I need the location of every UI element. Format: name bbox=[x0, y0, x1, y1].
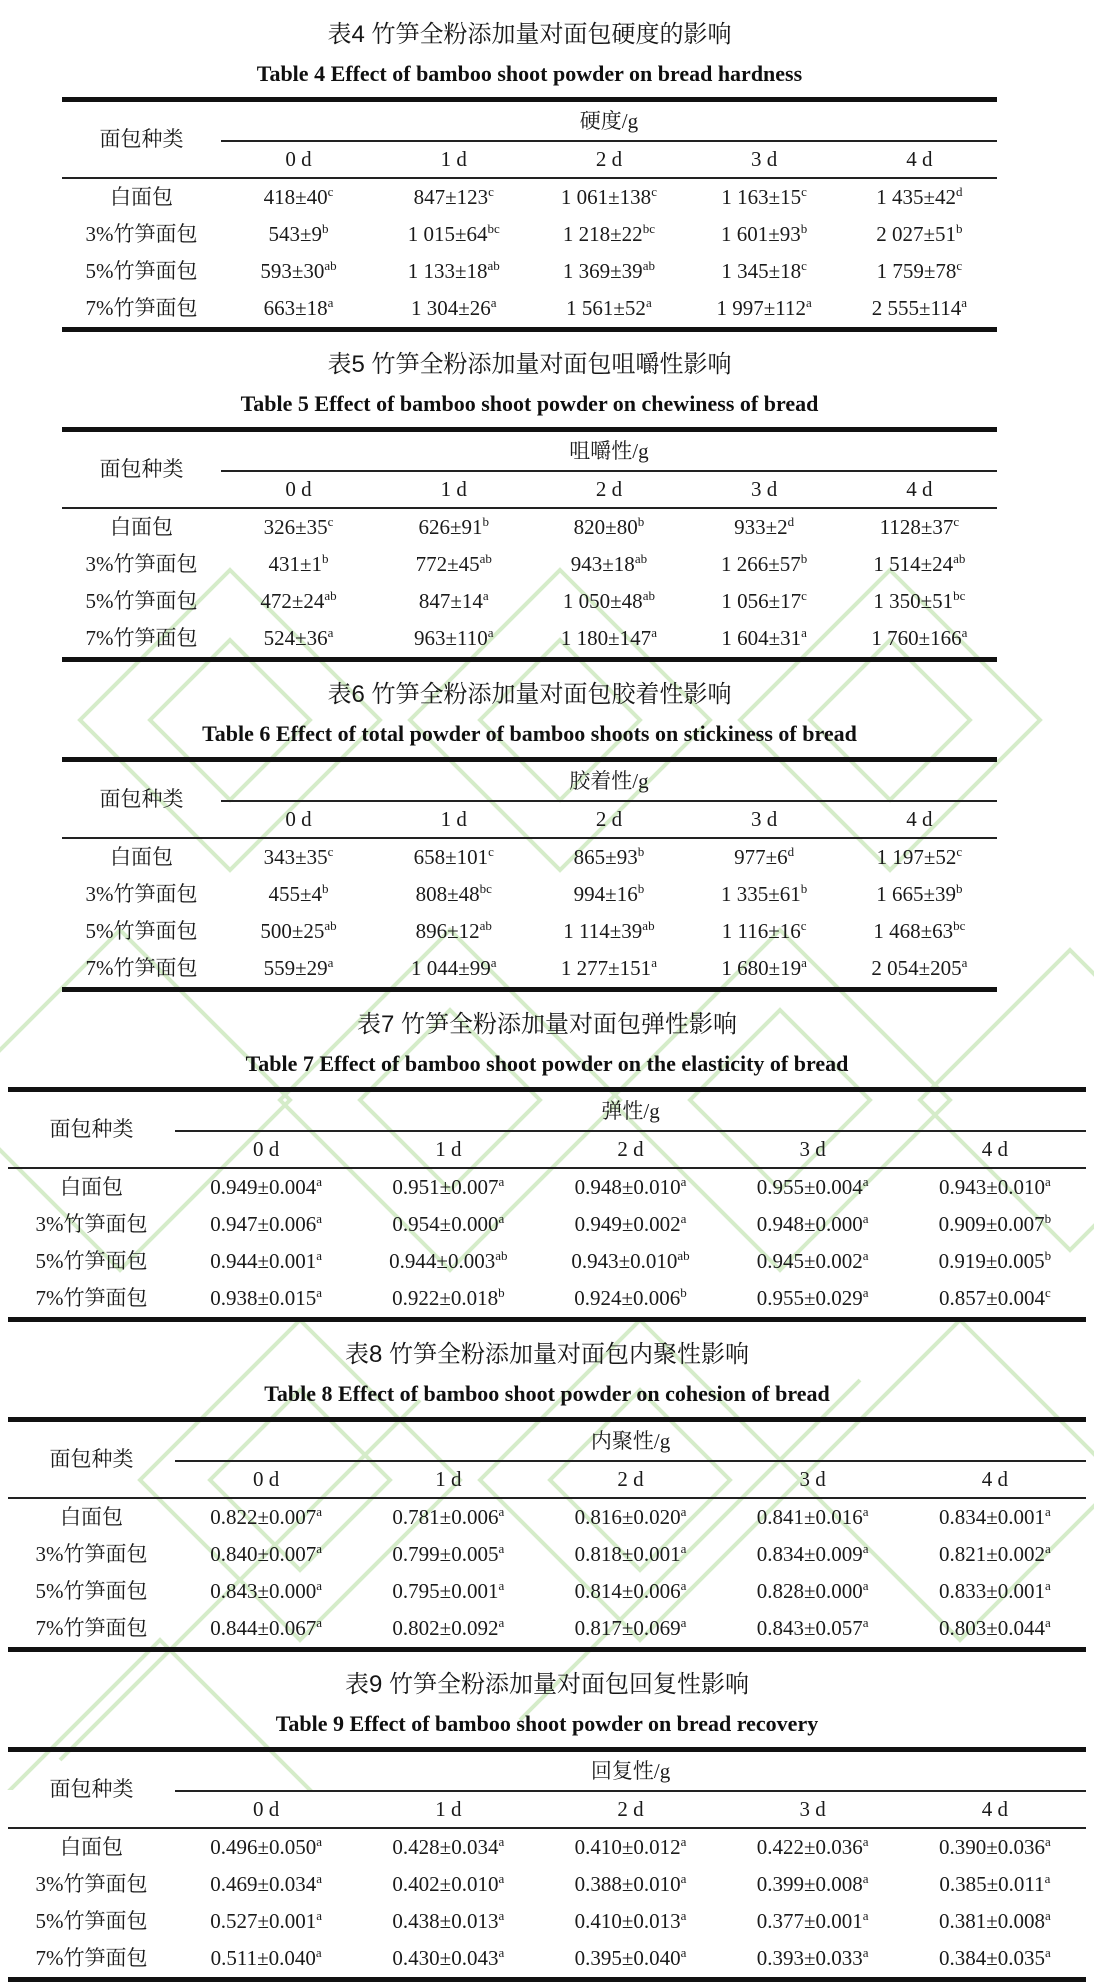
value-cell: $455\pm 4^b$ bbox=[268, 881, 329, 907]
value-cell: 0.781±0.006$^a$ bbox=[392, 1504, 505, 1530]
value-cell: $1128\pm 37^c$ bbox=[879, 514, 960, 540]
header-row-measure bbox=[62, 100, 997, 142]
bread-type-label: 7%竹笋面包 bbox=[35, 1946, 148, 1971]
value-cell: $820\pm 80^b$ bbox=[573, 514, 645, 540]
table-body bbox=[8, 1828, 1086, 1980]
value-cell: 0.857±0.004$^c$ bbox=[938, 1285, 1051, 1311]
table-row bbox=[8, 1866, 1086, 1903]
day-header: 1 d bbox=[376, 801, 531, 838]
table-section-6 bbox=[62, 674, 997, 992]
data-table bbox=[62, 97, 997, 332]
day-header: 0 d bbox=[221, 471, 376, 508]
day-header: 1 d bbox=[376, 141, 531, 178]
value-cell: 0.947±0.006$^a$ bbox=[210, 1211, 323, 1237]
value-cell: 1 $133\pm 18^{ab}$ bbox=[407, 258, 500, 284]
value-cell: 0.802±0.092$^a$ bbox=[392, 1615, 505, 1641]
value-cell: 0.469±0.034$^a$ bbox=[210, 1871, 323, 1897]
day-header: 3 d bbox=[722, 1461, 904, 1498]
value-cell: 0.955±0.029$^a$ bbox=[756, 1285, 869, 1311]
table-row bbox=[62, 583, 997, 620]
value-cell: $559\pm 29^a$ bbox=[263, 955, 334, 981]
bread-type-header: 面包种类 bbox=[62, 760, 221, 839]
value-cell: 1 $061\pm 138^c$ bbox=[560, 184, 657, 210]
table-row bbox=[8, 1610, 1086, 1650]
value-cell: 0.430±0.043$^a$ bbox=[392, 1945, 505, 1971]
bread-type-header: 面包种类 bbox=[8, 1420, 175, 1499]
bread-type-label: 5%竹笋面包 bbox=[35, 1579, 148, 1604]
value-cell: $847\pm 123^c$ bbox=[413, 184, 494, 210]
table-header bbox=[8, 1420, 1086, 1499]
value-cell: 2 $054\pm 205^a$ bbox=[871, 955, 968, 981]
value-cell: 2 $027\pm 51^b$ bbox=[876, 221, 963, 247]
bread-type-header: 面包种类 bbox=[62, 100, 221, 179]
bread-type-label: 白面包 bbox=[109, 845, 173, 870]
value-cell: 0.410±0.013$^a$ bbox=[574, 1908, 687, 1934]
value-cell: 1 $345\pm 18^c$ bbox=[721, 258, 807, 284]
day-header: 1 d bbox=[357, 1461, 539, 1498]
bread-type-header: 面包种类 bbox=[8, 1090, 175, 1169]
value-cell: 0.799±0.005$^a$ bbox=[392, 1541, 505, 1567]
data-table bbox=[8, 1417, 1086, 1652]
value-cell: $994\pm 16^b$ bbox=[573, 881, 645, 907]
value-cell: 0.496±0.050$^a$ bbox=[210, 1834, 323, 1860]
day-header: 3 d bbox=[722, 1791, 904, 1828]
value-cell: 1 $601\pm 93^b$ bbox=[721, 221, 808, 247]
value-cell: 0.954±0.000$^a$ bbox=[392, 1211, 505, 1237]
value-cell: 0.818±0.001$^a$ bbox=[574, 1541, 687, 1567]
value-cell: $772\pm 45^{ab}$ bbox=[415, 551, 492, 577]
bread-type-label: 5%竹笋面包 bbox=[35, 1249, 148, 1274]
day-header: 2 d bbox=[531, 801, 686, 838]
bread-type-label: 白面包 bbox=[60, 1175, 124, 1200]
value-cell: 0.834±0.001$^a$ bbox=[938, 1504, 1051, 1530]
day-header: 0 d bbox=[221, 141, 376, 178]
value-cell: 0.803±0.044$^a$ bbox=[938, 1615, 1051, 1641]
value-cell: 0.821±0.002$^a$ bbox=[938, 1541, 1051, 1567]
bread-type-label: 7%竹笋面包 bbox=[35, 1616, 148, 1641]
value-cell: 0.948±0.000$^a$ bbox=[756, 1211, 869, 1237]
value-cell: 1 $116\pm 16^c$ bbox=[721, 918, 807, 944]
day-header: 1 d bbox=[376, 471, 531, 508]
value-cell: 0.943±0.010$^{ab}$ bbox=[571, 1248, 690, 1274]
table-row bbox=[62, 620, 997, 660]
value-cell: $963\pm 110^a$ bbox=[413, 625, 494, 651]
value-cell: 0.944±0.003$^{ab}$ bbox=[389, 1248, 508, 1274]
day-header: 2 d bbox=[539, 1131, 721, 1168]
table-section-5 bbox=[62, 344, 997, 662]
value-cell: 1 $114\pm 39^{ab}$ bbox=[563, 918, 655, 944]
measure-header: 内聚性/g bbox=[175, 1420, 1086, 1462]
bread-type-label: 白面包 bbox=[109, 515, 173, 540]
value-cell: 1 $304\pm 26^a$ bbox=[410, 295, 497, 321]
table-title-cn: 表7 竹笋全粉添加量对面包弹性影响 bbox=[356, 1011, 737, 1038]
value-cell: 0.949±0.002$^a$ bbox=[574, 1211, 687, 1237]
value-cell: 1 $468\pm 63^{bc}$ bbox=[873, 918, 966, 944]
value-cell: 0.390±0.036$^a$ bbox=[938, 1834, 1051, 1860]
value-cell: 1 $604\pm 31^a$ bbox=[721, 625, 807, 651]
table-header bbox=[8, 1750, 1086, 1829]
day-header: 4 d bbox=[842, 801, 997, 838]
table-header bbox=[62, 430, 997, 509]
value-cell: $524\pm 36^a$ bbox=[263, 625, 334, 651]
table-body bbox=[8, 1498, 1086, 1650]
value-cell: 0.840±0.007$^a$ bbox=[210, 1541, 323, 1567]
day-header: 4 d bbox=[904, 1131, 1086, 1168]
value-cell: $658\pm 101^c$ bbox=[413, 844, 494, 870]
value-cell: 1 $163\pm 15^c$ bbox=[721, 184, 807, 210]
value-cell: 0.951±0.007$^a$ bbox=[392, 1174, 505, 1200]
value-cell: $865\pm 93^b$ bbox=[573, 844, 645, 870]
header-row-measure bbox=[62, 760, 997, 802]
data-table bbox=[62, 757, 997, 992]
value-cell: 0.814±0.006$^a$ bbox=[574, 1578, 687, 1604]
value-cell: 0.817±0.069$^a$ bbox=[574, 1615, 687, 1641]
day-header: 4 d bbox=[904, 1461, 1086, 1498]
value-cell: 1 $369\pm 39^{ab}$ bbox=[562, 258, 655, 284]
value-cell: 0.395±0.040$^a$ bbox=[574, 1945, 687, 1971]
table-header bbox=[8, 1090, 1086, 1169]
value-cell: 0.833±0.001$^a$ bbox=[938, 1578, 1051, 1604]
bread-type-label: 3%竹笋面包 bbox=[85, 552, 198, 577]
value-cell: 0.844±0.067$^a$ bbox=[210, 1615, 323, 1641]
value-cell: 0.841±0.016$^a$ bbox=[756, 1504, 869, 1530]
table-row bbox=[8, 1498, 1086, 1536]
value-cell: 0.527±0.001$^a$ bbox=[210, 1908, 323, 1934]
value-cell: 0.399±0.008$^a$ bbox=[756, 1871, 869, 1897]
bread-type-label: 白面包 bbox=[60, 1835, 124, 1860]
value-cell: 0.909±0.007$^b$ bbox=[938, 1211, 1052, 1237]
table-row bbox=[8, 1573, 1086, 1610]
table-row bbox=[62, 216, 997, 253]
table-title-en: Table 5 Effect of bamboo shoot powder on chewiness of bread bbox=[240, 391, 819, 416]
value-cell: $326\pm 35^c$ bbox=[263, 514, 334, 540]
bread-type-label: 5%竹笋面包 bbox=[85, 589, 198, 614]
value-cell: 0.828±0.000$^a$ bbox=[756, 1578, 869, 1604]
day-header: 0 d bbox=[175, 1461, 357, 1498]
value-cell: $896\pm 12^{ab}$ bbox=[415, 918, 492, 944]
value-cell: 1 $759\pm 78^c$ bbox=[876, 258, 963, 284]
table-section-9 bbox=[8, 1664, 1086, 1982]
data-table bbox=[8, 1087, 1086, 1322]
table-title-en: Table 7 Effect of bamboo shoot powder on the elasticity of bread bbox=[245, 1051, 849, 1076]
table-title-cn: 表6 竹笋全粉添加量对面包胶着性影响 bbox=[327, 681, 732, 708]
table-row bbox=[62, 253, 997, 290]
value-cell: 1 $335\pm 61^b$ bbox=[721, 881, 808, 907]
bread-type-label: 5%竹笋面包 bbox=[85, 259, 198, 284]
table-row bbox=[8, 1903, 1086, 1940]
table-row bbox=[62, 508, 997, 546]
measure-header: 咀嚼性/g bbox=[221, 430, 997, 472]
value-cell: 0.388±0.010$^a$ bbox=[574, 1871, 687, 1897]
bread-type-label: 3%竹笋面包 bbox=[35, 1872, 148, 1897]
value-cell: 1 $680\pm 19^a$ bbox=[721, 955, 807, 981]
value-cell: 1 $218\pm 22^{bc}$ bbox=[562, 221, 655, 247]
table-title-cn: 表5 竹笋全粉添加量对面包咀嚼性影响 bbox=[327, 351, 732, 378]
day-header: 3 d bbox=[687, 141, 842, 178]
bread-type-label: 5%竹笋面包 bbox=[85, 919, 198, 944]
day-header: 2 d bbox=[539, 1791, 721, 1828]
value-cell: 1 $044\pm 99^a$ bbox=[410, 955, 497, 981]
value-cell: 0.402±0.010$^a$ bbox=[392, 1871, 505, 1897]
value-cell: 1 $277\pm 151^a$ bbox=[560, 955, 657, 981]
value-cell: 2 $555\pm 114^a$ bbox=[871, 295, 968, 321]
table-row bbox=[8, 1206, 1086, 1243]
value-cell: 1 $435\pm 42^d$ bbox=[876, 184, 963, 210]
value-cell: $593\pm 30^{ab}$ bbox=[260, 258, 337, 284]
table-row bbox=[62, 178, 997, 216]
value-cell: 0.924±0.006$^b$ bbox=[574, 1285, 687, 1311]
value-cell: 0.919±0.005$^b$ bbox=[938, 1248, 1052, 1274]
table-header bbox=[62, 100, 997, 179]
day-header: 1 d bbox=[357, 1791, 539, 1828]
table-row bbox=[62, 913, 997, 950]
table-row bbox=[8, 1168, 1086, 1206]
value-cell: 1 $997\pm 112^a$ bbox=[716, 295, 812, 321]
day-header: 4 d bbox=[842, 471, 997, 508]
day-header: 2 d bbox=[531, 141, 686, 178]
value-cell: 0.438±0.013$^a$ bbox=[392, 1908, 505, 1934]
value-cell: $626\pm 91^b$ bbox=[418, 514, 489, 540]
value-cell: 0.385±0.011$^a$ bbox=[939, 1871, 1051, 1897]
value-cell: $500\pm 25^{ab}$ bbox=[260, 918, 337, 944]
bread-type-label: 3%竹笋面包 bbox=[35, 1212, 148, 1237]
value-cell: 0.945±0.002$^a$ bbox=[756, 1248, 869, 1274]
value-cell: 1 $760\pm 166^a$ bbox=[871, 625, 968, 651]
bread-type-label: 7%竹笋面包 bbox=[35, 1286, 148, 1311]
bread-type-label: 7%竹笋面包 bbox=[85, 956, 198, 981]
measure-header: 回复性/g bbox=[175, 1750, 1086, 1792]
bread-type-label: 5%竹笋面包 bbox=[35, 1909, 148, 1934]
header-row-measure bbox=[8, 1420, 1086, 1462]
bread-type-label: 3%竹笋面包 bbox=[85, 882, 198, 907]
value-cell: $808\pm 48^{bc}$ bbox=[415, 881, 492, 907]
value-cell: $418\pm 40^c$ bbox=[263, 184, 334, 210]
bread-type-header: 面包种类 bbox=[62, 430, 221, 509]
table-body bbox=[62, 838, 997, 990]
bread-type-label: 7%竹笋面包 bbox=[85, 296, 198, 321]
value-cell: $543\pm 9^b$ bbox=[268, 221, 329, 247]
bread-type-label: 3%竹笋面包 bbox=[35, 1542, 148, 1567]
value-cell: 0.955±0.004$^a$ bbox=[756, 1174, 869, 1200]
day-header: 2 d bbox=[531, 471, 686, 508]
table-title-cn: 表8 竹笋全粉添加量对面包内聚性影响 bbox=[344, 1341, 749, 1368]
table-body bbox=[62, 178, 997, 330]
day-header: 4 d bbox=[842, 141, 997, 178]
value-cell: $663\pm 18^a$ bbox=[263, 295, 334, 321]
table-header bbox=[62, 760, 997, 839]
table-section-7 bbox=[8, 1004, 1086, 1322]
day-header: 0 d bbox=[175, 1131, 357, 1168]
value-cell: 1 $180\pm 147^a$ bbox=[560, 625, 657, 651]
table-row bbox=[8, 1536, 1086, 1573]
table-title-en: Table 4 Effect of bamboo shoot powder on bread hardness bbox=[256, 61, 803, 86]
value-cell: $431\pm 1^b$ bbox=[268, 551, 329, 577]
day-header: 2 d bbox=[539, 1461, 721, 1498]
day-header: 3 d bbox=[722, 1131, 904, 1168]
table-title-en: Table 9 Effect of bamboo shoot powder on bread recovery bbox=[275, 1711, 819, 1736]
table-body bbox=[8, 1168, 1086, 1320]
value-cell: 0.795±0.001$^a$ bbox=[392, 1578, 505, 1604]
value-cell: 0.938±0.015$^a$ bbox=[210, 1285, 323, 1311]
table-row bbox=[8, 1243, 1086, 1280]
value-cell: 0.943±0.010$^a$ bbox=[938, 1174, 1051, 1200]
table-row bbox=[62, 546, 997, 583]
value-cell: 0.422±0.036$^a$ bbox=[756, 1834, 869, 1860]
value-cell: 0.511±0.040$^a$ bbox=[210, 1945, 322, 1971]
bread-type-header: 面包种类 bbox=[8, 1750, 175, 1829]
value-cell: 0.384±0.035$^a$ bbox=[938, 1945, 1051, 1971]
data-table bbox=[62, 427, 997, 662]
bread-type-label: 白面包 bbox=[109, 185, 173, 210]
value-cell: 0.922±0.018$^b$ bbox=[392, 1285, 505, 1311]
value-cell: 0.393±0.033$^a$ bbox=[756, 1945, 869, 1971]
measure-header: 胶着性/g bbox=[221, 760, 997, 802]
value-cell: 1 $665\pm 39^b$ bbox=[876, 881, 963, 907]
table-row bbox=[62, 290, 997, 330]
value-cell: $847\pm 14^a$ bbox=[418, 588, 489, 614]
value-cell: $977\pm 6^d$ bbox=[734, 844, 795, 870]
table-title-cn: 表9 竹笋全粉添加量对面包回复性影响 bbox=[344, 1671, 749, 1698]
day-header: 3 d bbox=[687, 471, 842, 508]
table-row bbox=[8, 1828, 1086, 1866]
day-header: 0 d bbox=[175, 1791, 357, 1828]
value-cell: 0.822±0.007$^a$ bbox=[210, 1504, 323, 1530]
value-cell: $943\pm 18^{ab}$ bbox=[570, 551, 648, 577]
table-title-cn: 表4 竹笋全粉添加量对面包硬度的影响 bbox=[327, 21, 732, 48]
value-cell: 0.410±0.012$^a$ bbox=[574, 1834, 687, 1860]
bread-type-label: 3%竹笋面包 bbox=[85, 222, 198, 247]
table-section-4 bbox=[62, 14, 997, 332]
value-cell: 1 $514\pm 24^{ab}$ bbox=[873, 551, 966, 577]
value-cell: 0.834±0.009$^a$ bbox=[756, 1541, 869, 1567]
table-row bbox=[62, 950, 997, 990]
value-cell: 1 $350\pm 51^{bc}$ bbox=[873, 588, 966, 614]
value-cell: 0.944±0.001$^a$ bbox=[210, 1248, 323, 1274]
bread-type-label: 7%竹笋面包 bbox=[85, 626, 198, 651]
header-row-measure bbox=[8, 1090, 1086, 1132]
value-cell: 1 $266\pm 57^b$ bbox=[721, 551, 808, 577]
value-cell: 1 $015\pm 64^{bc}$ bbox=[407, 221, 500, 247]
table-row bbox=[62, 838, 997, 876]
table-row bbox=[8, 1940, 1086, 1980]
table-body bbox=[62, 508, 997, 660]
value-cell: 1 $056\pm 17^c$ bbox=[721, 588, 807, 614]
day-header: 1 d bbox=[357, 1131, 539, 1168]
value-cell: $933\pm 2^d$ bbox=[734, 514, 795, 540]
value-cell: 1 $197\pm 52^c$ bbox=[876, 844, 963, 870]
value-cell: 0.816±0.020$^a$ bbox=[574, 1504, 687, 1530]
value-cell: 0.843±0.000$^a$ bbox=[210, 1578, 323, 1604]
day-header: 3 d bbox=[687, 801, 842, 838]
value-cell: 1 $561\pm 52^a$ bbox=[566, 295, 652, 321]
table-title-en: Table 8 Effect of bamboo shoot powder on cohesion of bread bbox=[264, 1381, 830, 1406]
day-header: 0 d bbox=[221, 801, 376, 838]
value-cell: 1 $050\pm 48^{ab}$ bbox=[562, 588, 655, 614]
value-cell: $472\pm 24^{ab}$ bbox=[260, 588, 337, 614]
table-row bbox=[8, 1280, 1086, 1320]
measure-header: 弹性/g bbox=[175, 1090, 1086, 1132]
data-table bbox=[8, 1747, 1086, 1982]
value-cell: $343\pm 35^c$ bbox=[263, 844, 334, 870]
value-cell: 0.949±0.004$^a$ bbox=[210, 1174, 323, 1200]
table-row bbox=[62, 876, 997, 913]
value-cell: 0.428±0.034$^a$ bbox=[392, 1834, 505, 1860]
value-cell: 0.377±0.001$^a$ bbox=[756, 1908, 869, 1934]
value-cell: 0.843±0.057$^a$ bbox=[756, 1615, 869, 1641]
day-header: 4 d bbox=[904, 1791, 1086, 1828]
bread-type-label: 白面包 bbox=[60, 1505, 124, 1530]
value-cell: 0.381±0.008$^a$ bbox=[938, 1908, 1051, 1934]
header-row-measure bbox=[8, 1750, 1086, 1792]
table-title-en: Table 6 Effect of total powder of bamboo shoots on stickiness of bread bbox=[202, 721, 857, 746]
table-section-8 bbox=[8, 1334, 1086, 1652]
header-row-measure bbox=[62, 430, 997, 472]
measure-header: 硬度/g bbox=[221, 100, 997, 142]
value-cell: 0.948±0.010$^a$ bbox=[574, 1174, 687, 1200]
